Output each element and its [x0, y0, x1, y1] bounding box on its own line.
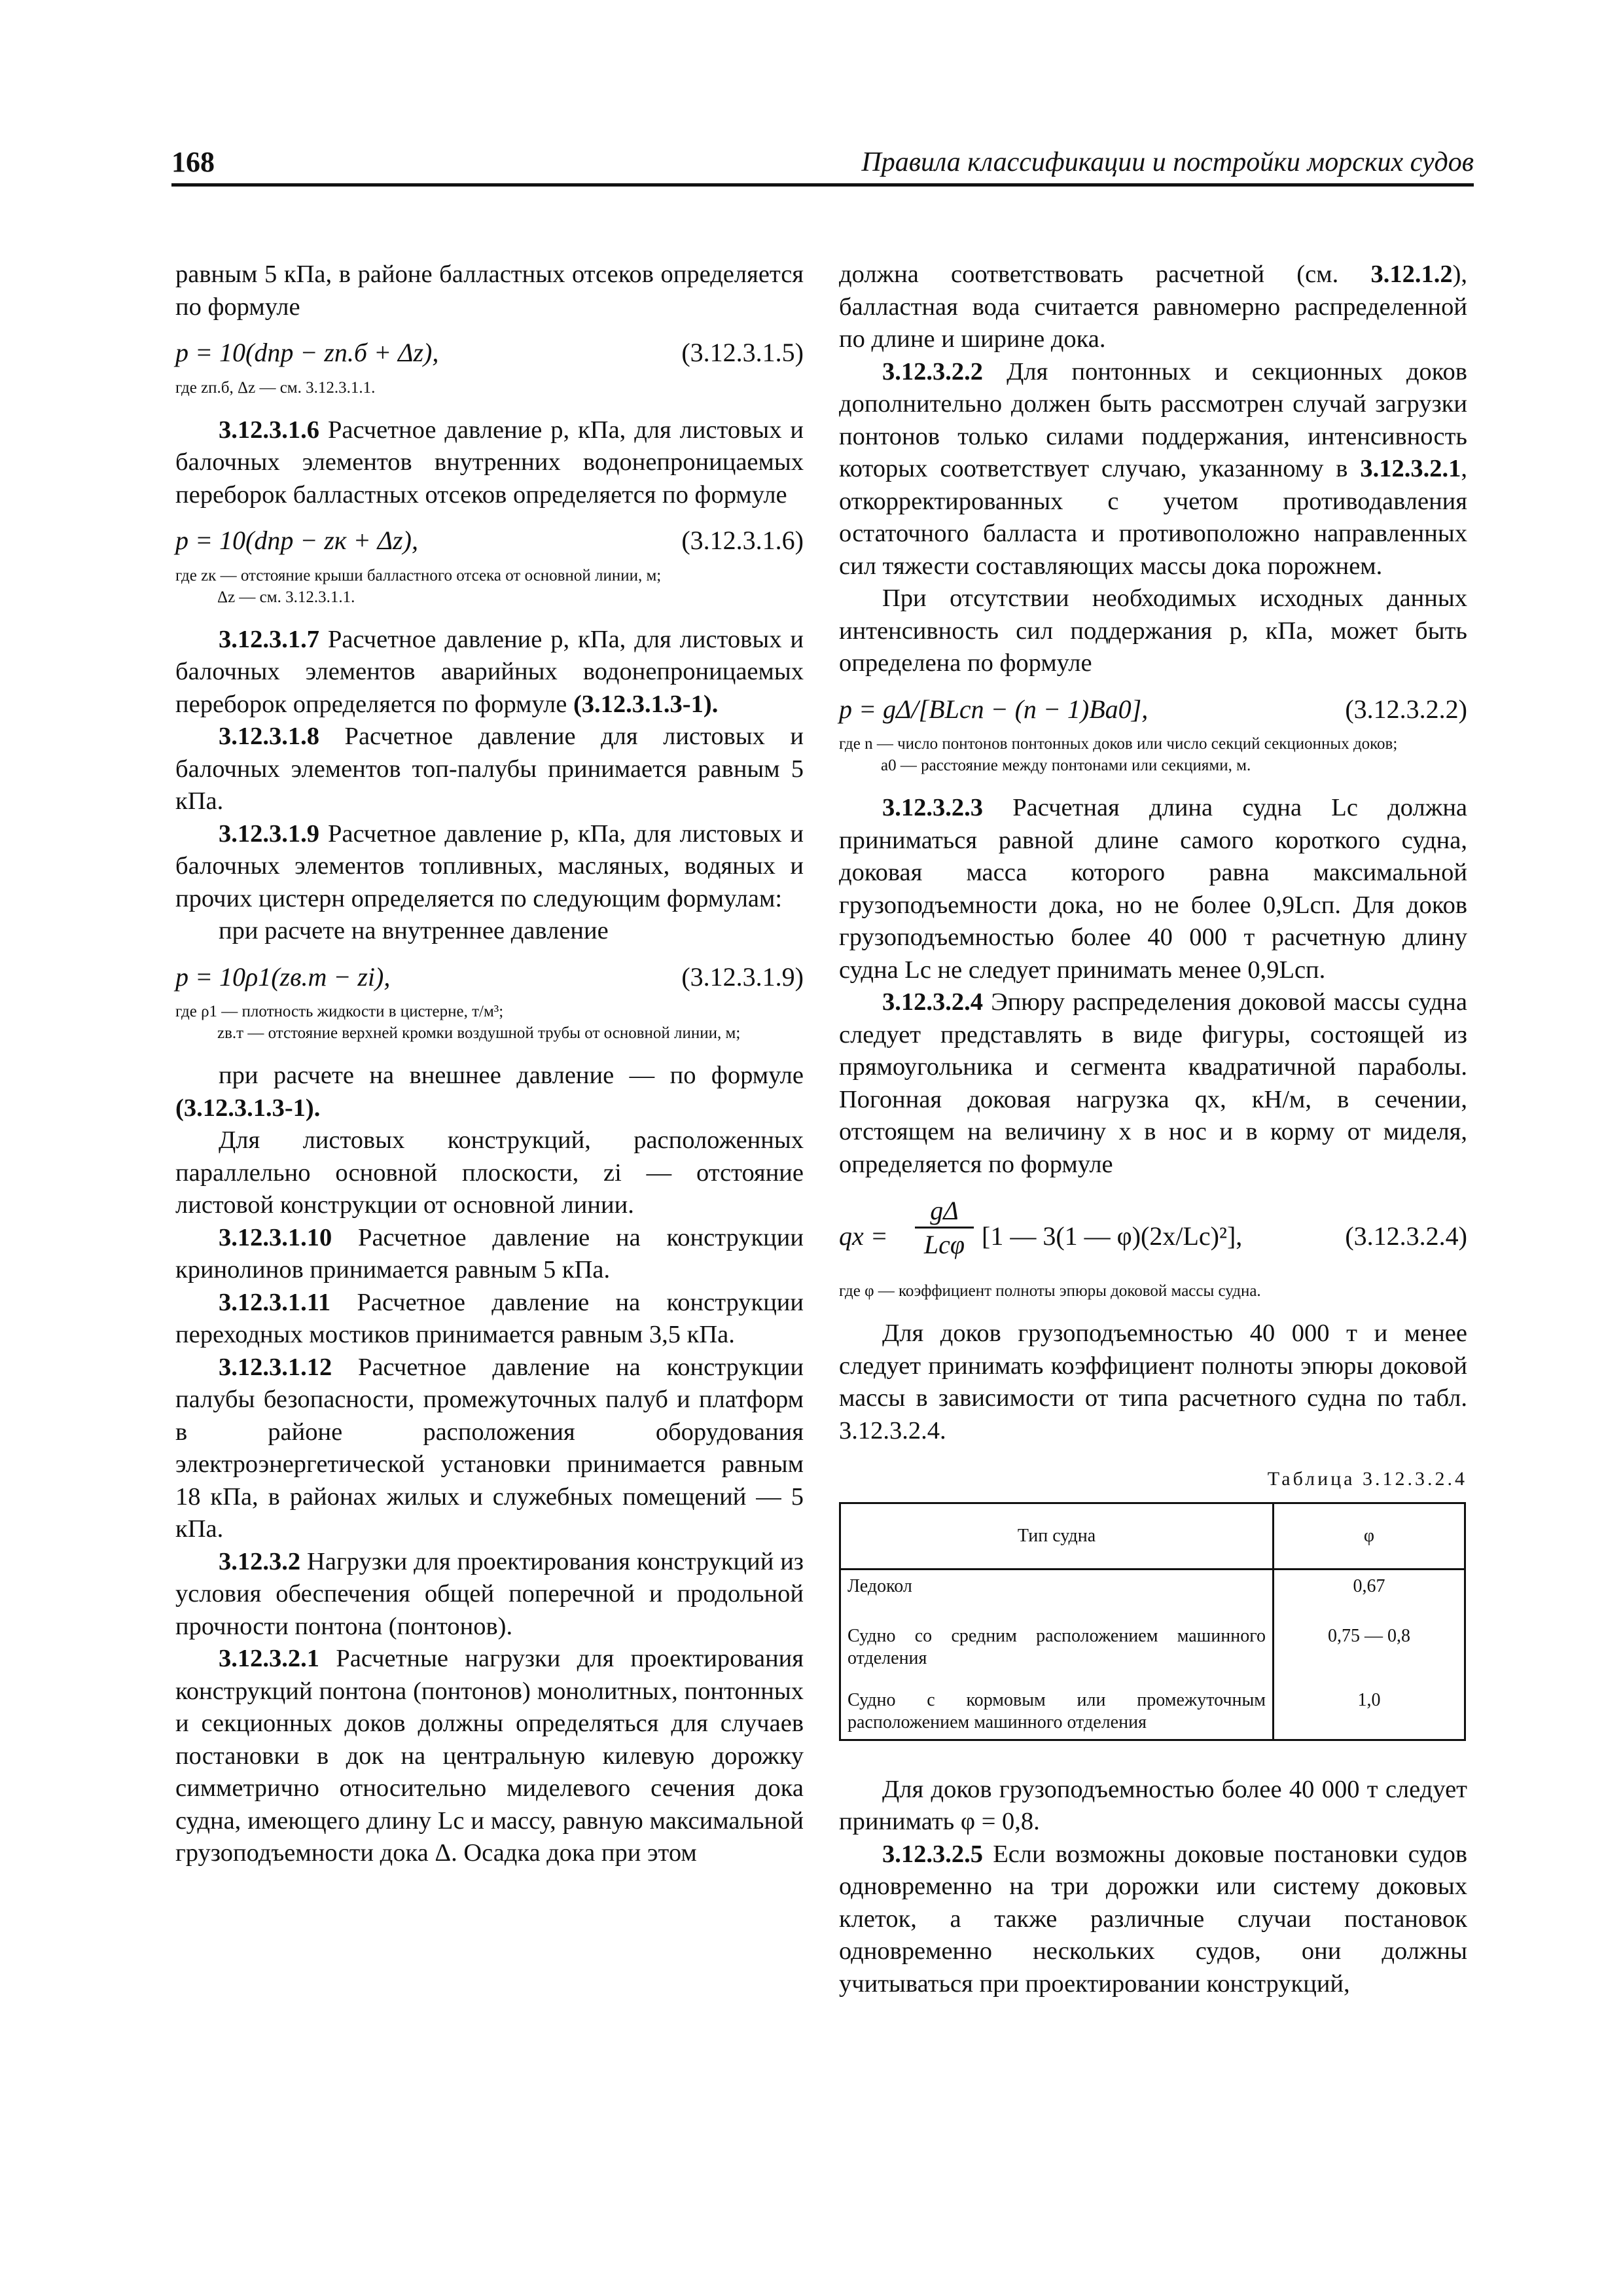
- formula-number: (3.12.3.2.2): [1345, 694, 1467, 724]
- section-3-12-3-1-6: 3.12.3.1.6 Расчетное давление p, кПа, для листовых и балочных элементов внутренних водонепроницаемых переборок балластных отсеков определяется по формуле: [175, 416, 804, 509]
- paragraph: при расчете на внутреннее давление: [219, 917, 609, 944]
- paragraph: равным 5 кПа, в районе балластных отсеков определяется по формуле: [175, 260, 804, 321]
- paragraph: Для доков грузоподъемностью более 40 000 т следует принимать φ = 0,8.: [839, 1775, 1467, 1835]
- table-row: [840, 1569, 1465, 1612]
- fraction: [915, 1195, 974, 1261]
- section-3-12-3-1-12: 3.12.3.1.12 Расчетное давление на конструкции палубы безопасности, промежуточных палуб и платформ в районе расположения оборудования электроэнергетической установки принимается равным 18 кПа, в районах жилых и служебных помещений — 5 кПа.: [175, 1353, 804, 1543]
- formula-number: (3.12.3.2.4): [1345, 1221, 1467, 1251]
- table-row: [840, 1683, 1465, 1740]
- formula-3-12-3-2-4: [839, 1195, 1467, 1274]
- fraction-numerator: gΔ: [915, 1195, 974, 1229]
- paragraph: должна соответствовать расчетной (см. 3.12.1.2), балластная вода считается равномерно распределенной по длине и ширине дока.: [839, 260, 1468, 353]
- left-column: [175, 259, 804, 1870]
- fraction-denominator: Lсφ: [923, 1230, 965, 1259]
- table-header: φ: [1274, 1503, 1465, 1569]
- ship-type-table: [839, 1502, 1466, 1741]
- formula-note: где zк — отстояние крыши балластного отсека от основной линии, м; Δz — см. 3.12.3.1.1.: [175, 566, 662, 606]
- section-3-12-3-2-2: 3.12.3.2.2 Для понтонных и секционных доков дополнительно должен быть рассмотрен случай загрузки понтонов только силами поддержания, интенсивность которых соответствует случаю, указанному в 3.12.3.2.1, откорректированных с учетом противодавления остаточного балласта и противоположно направленных сил тяжести составляющих массы дока порожнем.: [839, 357, 1467, 580]
- page-header: [171, 145, 1474, 187]
- formula-3-12-3-1-9: [175, 961, 804, 994]
- running-title: Правила классификации и постройки морских судов: [861, 147, 1474, 177]
- section-3-12-3-2-1: 3.12.3.2.1 Расчетные нагрузки для проектирования конструкций понтона (понтонов) монолитных, понтонных и секционных доков должны определяться для случаев постановки в док на центральную килевую дорожку симметрично относительно миделевого сечения дока судна, имеющего длину Lс и массу, равную максимальной грузоподъемности дока Δ. Осадка дока при этом: [175, 1645, 804, 1867]
- table-cell: Судно со средним расположением машинного отделения: [840, 1612, 1274, 1683]
- formula-3-12-3-1-6: [175, 524, 804, 557]
- formula-3-12-3-2-2: [839, 693, 1467, 726]
- formula-3-12-3-1-5: [175, 336, 804, 369]
- formula-number: (3.12.3.1.6): [681, 526, 804, 555]
- section-3-12-3-1-9: 3.12.3.1.9 Расчетное давление p, кПа, для листовых и балочных элементов топливных, масляных, водяных и прочих цистерн определяется по следующим формулам:: [175, 819, 804, 912]
- right-column: [839, 259, 1467, 2000]
- table-cell: Ледокол: [840, 1569, 1274, 1612]
- table-cell: Судно с кормовым или промежуточным расположением машинного отделения: [840, 1683, 1274, 1740]
- page-number: 168: [171, 146, 215, 178]
- formula-expression: p = 10(dпр − zк + Δz),: [175, 526, 418, 555]
- formula-note: где zп.б, Δz — см. 3.12.3.1.1.: [175, 378, 376, 397]
- section-3-12-3-2-3: 3.12.3.2.3 Расчетная длина судна Lс должна приниматься равной длине самого короткого судна, доковая масса которого равна максимальной грузоподъемности дока, но не более 0,9Lсп. Для доков грузоподъемностью более 40 000 т расчетную длину судна Lс не следует принимать менее 0,9Lсп.: [839, 794, 1468, 984]
- paragraph: при расчете на внешнее давление — по формуле (3.12.3.1.3-1).: [175, 1062, 804, 1122]
- section-3-12-3-2-5: 3.12.3.2.5 Если возможны доковые постановки судов одновременно на три дорожки или систему доковых клеток, а также различные случаи постановок одновременно нескольких судов, они должны учитываться при проектировании конструкций,: [839, 1840, 1467, 1998]
- formula-note: где ρ1 — плотность жидкости в цистерне, т/м³; zв.т — отстояние верхней кромки воздушной трубы от основной линии, м;: [175, 1003, 741, 1042]
- paragraph: Для листовых конструкций, расположенных параллельно основной плоскости, zi — отстояние листовой конструкции от основной линии.: [175, 1126, 804, 1219]
- paragraph: При отсутствии необходимых исходных данных интенсивность сил поддержания p, кПа, может быть определена по формуле: [839, 584, 1467, 677]
- formula-number: (3.12.3.1.5): [681, 338, 804, 367]
- table-caption: Таблица 3.12.3.2.4: [1267, 1468, 1467, 1490]
- table-cell: 1,0: [1274, 1683, 1465, 1740]
- formula-expression: [1 — 3(1 — φ)(2x/Lс)²],: [982, 1221, 1243, 1251]
- formula-number: (3.12.3.1.9): [681, 961, 804, 992]
- section-3-12-3-2-4: 3.12.3.2.4 Эпюру распределения доковой массы судна следует представлять в виде фигуры, состоящей из прямоугольника и сегмента квадратичной параболы. Погонная доковая нагрузка qx, кН/м, в сечении, отстоящем на величину x в нос и в корму от миделя, определяется по формуле: [839, 988, 1467, 1178]
- section-3-12-3-1-8: 3.12.3.1.8 Расчетное давление для листовых и балочных элементов топ-палубы принимается равным 5 кПа.: [175, 723, 804, 815]
- section-3-12-3-1-11: 3.12.3.1.11 Расчетное давление на конструкции переходных мостиков принимается равным 3,5 кПа.: [175, 1288, 804, 1348]
- formula-lhs: qx =: [839, 1221, 888, 1251]
- table-cell: 0,75 — 0,8: [1274, 1612, 1465, 1683]
- table-row: [840, 1612, 1465, 1683]
- paragraph: Для доков грузоподъемностью 40 000 т и менее следует принимать коэффициент полноты эпюры доковой массы в зависимости от типа расчетного судна по табл. 3.12.3.2.4.: [839, 1319, 1467, 1444]
- section-3-12-3-1-7: 3.12.3.1.7 Расчетное давление p, кПа, для листовых и балочных элементов аварийных водонепроницаемых переборок определяется по формуле (3.12.3.1.3-1).: [175, 625, 804, 718]
- formula-expression: p = gΔ/[BLсп − (n − 1)Ba0],: [839, 694, 1149, 724]
- table-header: Тип судна: [840, 1503, 1274, 1569]
- formula-note: где n — число понтонов понтонных доков или число секций секционных доков; a0 — расстояние между понтонами или секциями, м.: [839, 735, 1398, 774]
- formula-expression: p = 10ρ1(zв.т − zi),: [175, 961, 391, 992]
- section-3-12-3-2: 3.12.3.2 Нагрузки для проектирования конструкций из условия обеспечения общей поперечной и продольной прочности понтона (понтонов).: [175, 1547, 804, 1640]
- formula-expression: p = 10(dпр − zп.б + Δz),: [175, 338, 439, 367]
- table-cell: 0,67: [1274, 1569, 1465, 1612]
- formula-note: где φ — коэффициент полноты эпюры доковой массы судна.: [839, 1282, 1261, 1300]
- section-3-12-3-1-10: 3.12.3.1.10 Расчетное давление на конструкции кринолинов принимается равным 5 кПа.: [175, 1223, 804, 1283]
